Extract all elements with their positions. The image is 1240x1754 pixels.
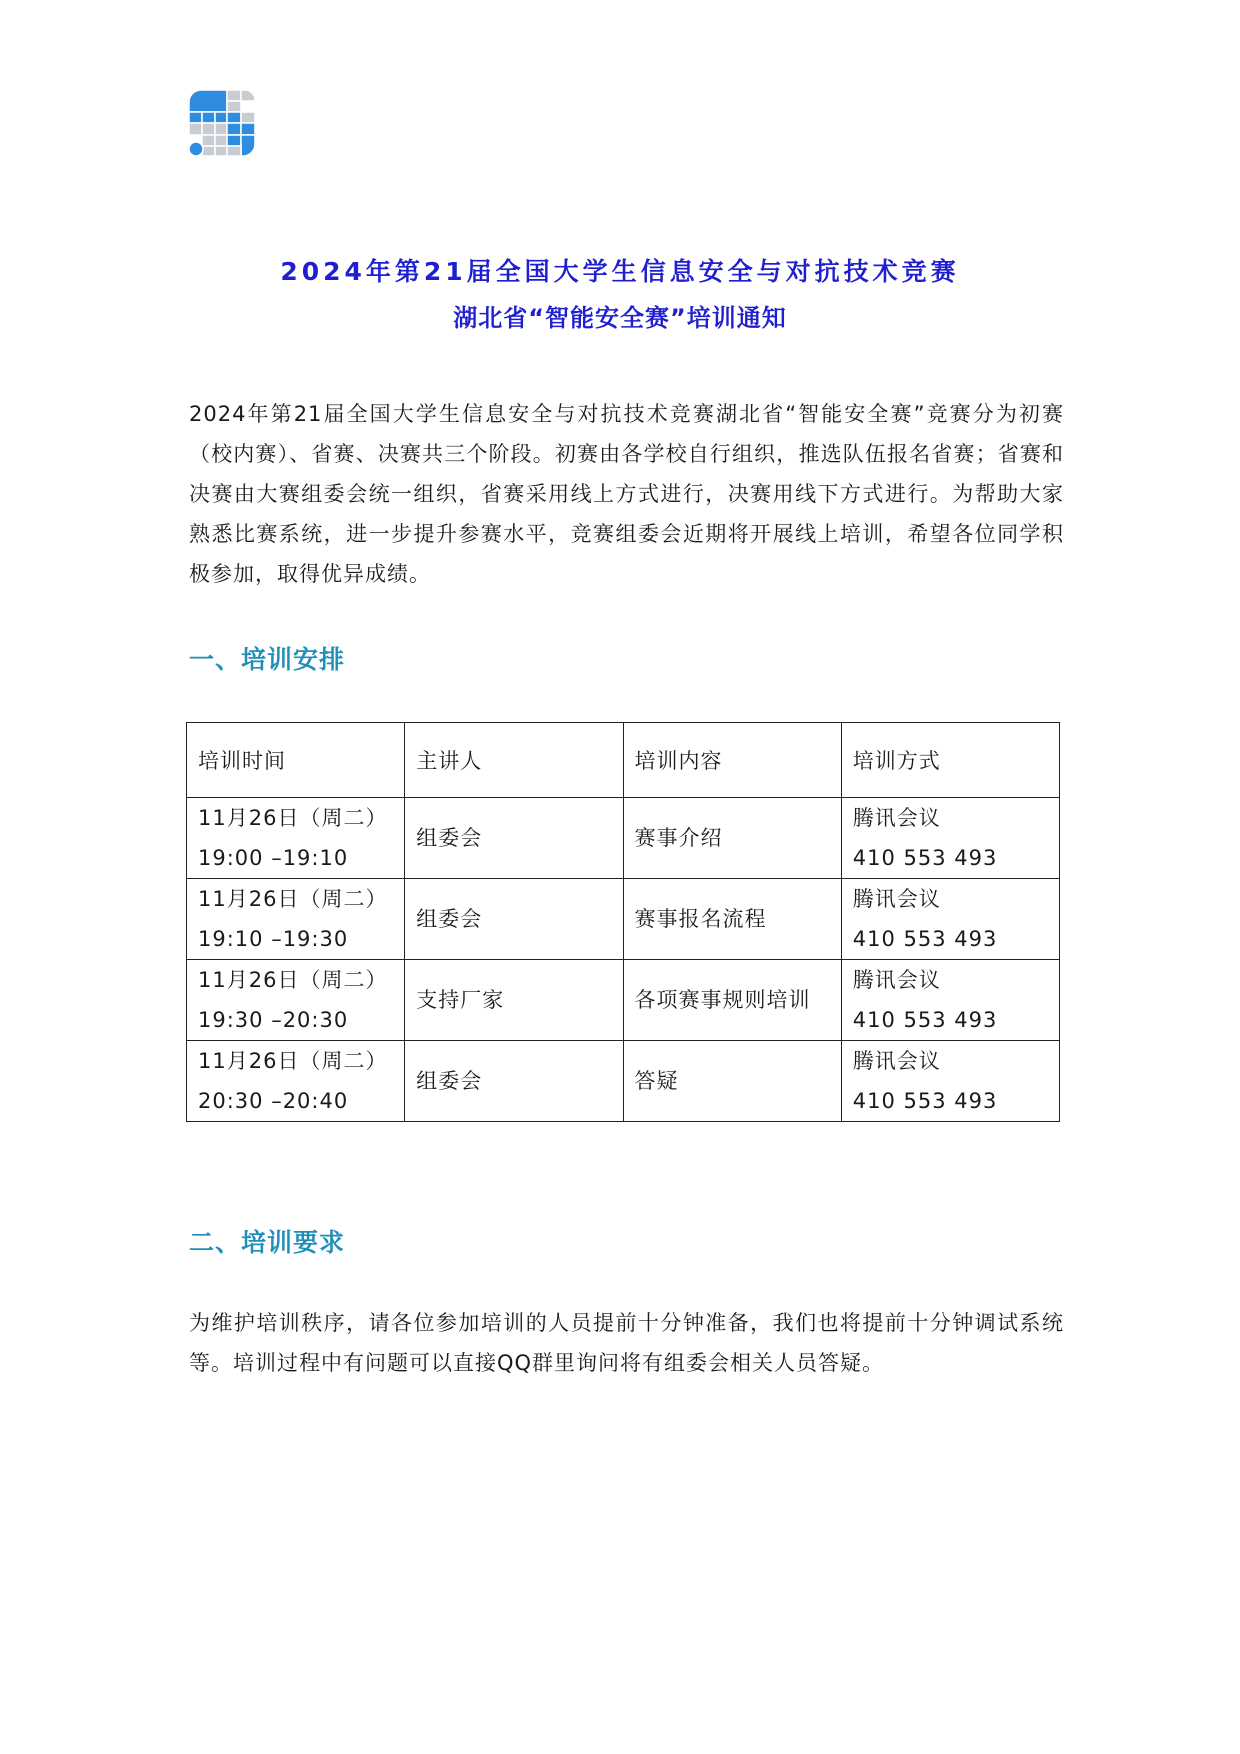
method-text: 腾讯会议 <box>852 887 941 911</box>
table-row <box>187 1041 1060 1122</box>
table-row <box>187 798 1060 879</box>
method-cell <box>841 798 1059 879</box>
speaker-cell: 组委会 <box>405 1041 623 1122</box>
date-text: 11月26日（周二） <box>198 806 388 830</box>
time-text: 19:10 –19:30 <box>198 927 349 951</box>
time-text: 19:30 –20:30 <box>198 1008 349 1032</box>
table-header-speaker: 主讲人 <box>405 723 623 798</box>
speaker-cell: 组委会 <box>405 879 623 960</box>
method-cell <box>841 879 1059 960</box>
speaker-cell: 组委会 <box>405 798 623 879</box>
section-heading-schedule: 一、培训安排 <box>189 645 346 674</box>
meeting-id-text: 410 553 493 <box>852 927 998 951</box>
table-header-time: 培训时间 <box>187 723 405 798</box>
section-heading-requirements: 二、培训要求 <box>189 1228 346 1257</box>
date-text: 11月26日（周二） <box>198 968 388 992</box>
document-title-line1: 2024年第21届全国大学生信息安全与对抗技术竞赛 <box>280 257 960 286</box>
document-title-line2: 湖北省“智能安全赛”培训通知 <box>453 304 787 332</box>
time-cell <box>187 879 405 960</box>
method-cell <box>841 960 1059 1041</box>
table-header-content: 培训内容 <box>623 723 841 798</box>
time-text: 20:30 –20:40 <box>198 1089 349 1113</box>
meeting-id-text: 410 553 493 <box>852 1089 998 1113</box>
table-row <box>187 960 1060 1041</box>
meeting-id-text: 410 553 493 <box>852 1008 998 1032</box>
time-cell <box>187 1041 405 1122</box>
time-cell <box>187 798 405 879</box>
time-cell <box>187 960 405 1041</box>
content-cell: 答疑 <box>623 1041 841 1122</box>
method-text: 腾讯会议 <box>852 1049 941 1073</box>
training-schedule-table <box>186 722 1060 1122</box>
speaker-cell: 支持厂家 <box>405 960 623 1041</box>
table-row <box>187 879 1060 960</box>
method-cell <box>841 1041 1059 1122</box>
table-header-method: 培训方式 <box>841 723 1059 798</box>
intro-paragraph: 2024年第21届全国大学生信息安全与对抗技术竞赛湖北省“智能安全赛”竞赛分为初赛（校内赛）、省赛、决赛共三个阶段。初赛由各学校自行组织，推选队伍报名省赛；省赛和决赛由大赛组委会统一组织，省赛采用线上方式进行，决赛用线下方式进行。为帮助大家熟悉比赛系统，进一步提升参赛水平，竞赛组委会近期将开展线上培训，希望各位同学积极参加，取得优异成绩。 <box>189 402 1064 586</box>
table-header-row <box>187 723 1060 798</box>
meeting-id-text: 410 553 493 <box>852 846 998 870</box>
date-text: 11月26日（周二） <box>198 1049 388 1073</box>
content-cell: 赛事报名流程 <box>623 879 841 960</box>
content-cell: 赛事介绍 <box>623 798 841 879</box>
method-text: 腾讯会议 <box>852 968 941 992</box>
method-text: 腾讯会议 <box>852 806 941 830</box>
requirements-paragraph: 为维护培训秩序，请各位参加培训的人员提前十分钟准备，我们也将提前十分钟调试系统等。培训过程中有问题可以直接QQ群里询问将有组委会相关人员答疑。 <box>189 1311 1064 1375</box>
date-text: 11月26日（周二） <box>198 887 388 911</box>
organizer-s-logo-icon <box>187 88 257 158</box>
time-text: 19:00 –19:10 <box>198 846 349 870</box>
content-cell: 各项赛事规则培训 <box>623 960 841 1041</box>
